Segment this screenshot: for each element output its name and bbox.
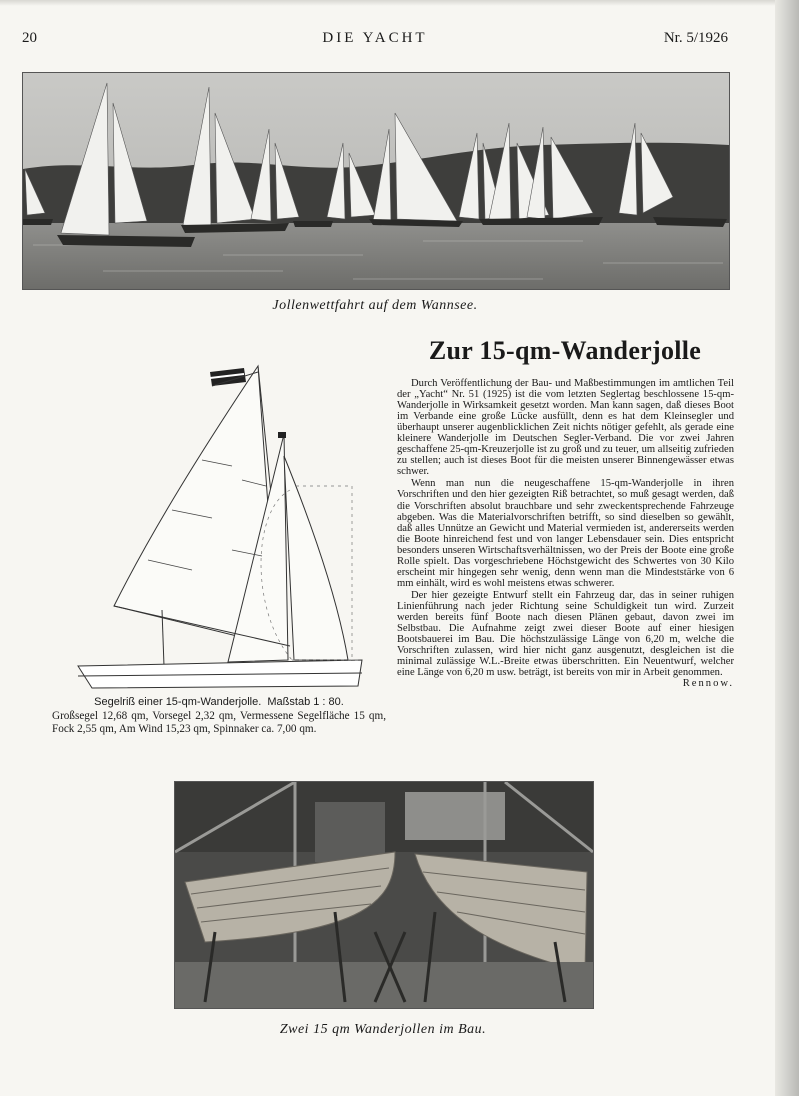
- construction-photo-image: [175, 782, 593, 1008]
- sail-plan-drawing: [52, 360, 370, 692]
- sail-plan-caption-scale: Maßstab 1 : 80.: [267, 696, 344, 708]
- construction-photo-caption: Zwei 15 qm Wanderjollen im Bau.: [279, 1022, 487, 1037]
- article-body: [397, 378, 734, 689]
- article-author: Rennow.: [682, 678, 734, 690]
- journal-title: DIE YACHT: [322, 30, 428, 46]
- sail-plan-caption-title-line: [52, 696, 386, 710]
- running-header: [22, 30, 728, 50]
- sail-plan-caption-spec: Großsegel 12,68 qm, Vorsegel 2,32 qm, Vermessene Segelfläche 15 qm, Fock 2,55 qm, Am Wind 15,23 qm, Spinnaker ca. 7,00 qm.: [52, 709, 386, 735]
- article-paragraph: Wenn man nun die neugeschaffene 15-qm-Wanderjolle in ihren Vorschriften und den hier gezeigten Riß betrachtet, so muß gesagt werden, daß die Vorschriften absolut brauchbare und sehr zweckentsprechende Fahrzeuge abgeben. Was die Materialvorschriften betrifft, so sind dieselben so gewählt, daß alles Unnütze an Gewicht und Material vermieden ist, andererseits werden die Boote hinreichend fest und von langer Lebensdauer sein. Dies entspricht besonders unseren Wirtschaftsverhältnissen, wo der Preis der Boote eine große Rolle spielt. Das vorgeschriebene Höchstgewicht des Schwertes von 30 Kilo erscheint mir hingegen sehr wenig, denn wenn man die Mindeststärke von 6 mm einhält, wird es wohl meistens etwas schwerer.: [397, 478, 734, 589]
- sail-plan-caption: [52, 696, 386, 737]
- page-number: 20: [22, 30, 37, 46]
- issue-number: Nr. 5/1926: [663, 30, 728, 46]
- regatta-photo-image: [23, 73, 729, 289]
- regatta-photo: [22, 72, 730, 290]
- regatta-photo-caption: Jollenwettfahrt auf dem Wannsee.: [272, 298, 478, 313]
- article-paragraph: [397, 589, 734, 690]
- construction-photo: [174, 781, 594, 1009]
- article-paragraph-text: Der hier gezeigte Entwurf stellt ein Fahrzeug dar, das in seiner ruhigen Linienführung nach jeder Richtung seine Schuldigkeit tun wird. Zurzeit werden bereits fünf Boote nach diesen Plänen gebaut, davon zwei im Selbstbau. Die Aufnahme zeigt zwei dieser Boote auf einer hiesigen Bootsbauerei im Bau. Die höchstzulässige Länge von 6,20 m, welche die Vorschriften zulassen, wird hier nicht ganz ausgenutzt, desgleichen ist die minimal zulässige W.L.-Breite etwas überschritten. Ein Neuentwurf, welcher eine Länge von 6,20 m usw. beträgt, ist bereits von mir in Arbeit genommen.: [397, 589, 734, 679]
- article-paragraph: Durch Veröffentlichung der Bau- und Maßbestimmungen im amtlichen Teil der „Yacht“ Nr. 51 (1925) ist die vom letzten Seglertag beschlossene 15-qm-Wanderjolle in Wirksamkeit gesetzt worden. Man kann sagen, daß dieses Boot im Verbande eine große Lücke ausfüllt, denn es hat dem Kleinsegler und überhaupt unserer augenblicklichen Zeit nichts nötiger gefehlt, als gerade eine kleinere Wanderjolle im Deutschen Segler-Verband. Die vor zwei Jahren geschaffene 25-qm-Kreuzerjolle ist zu groß und zu teuer, um allseitig zufrieden zu stellen; auch ist dieses Boot für die meisten unserer Binnengewässer etwas schwer.: [397, 378, 734, 478]
- article-title: Zur 15-qm-Wanderjolle: [428, 336, 702, 365]
- sail-plan-caption-title: Segelriß einer 15-qm-Wanderjolle.: [94, 696, 262, 708]
- binding-edge: [775, 0, 799, 1096]
- scan-shadow: [0, 0, 799, 6]
